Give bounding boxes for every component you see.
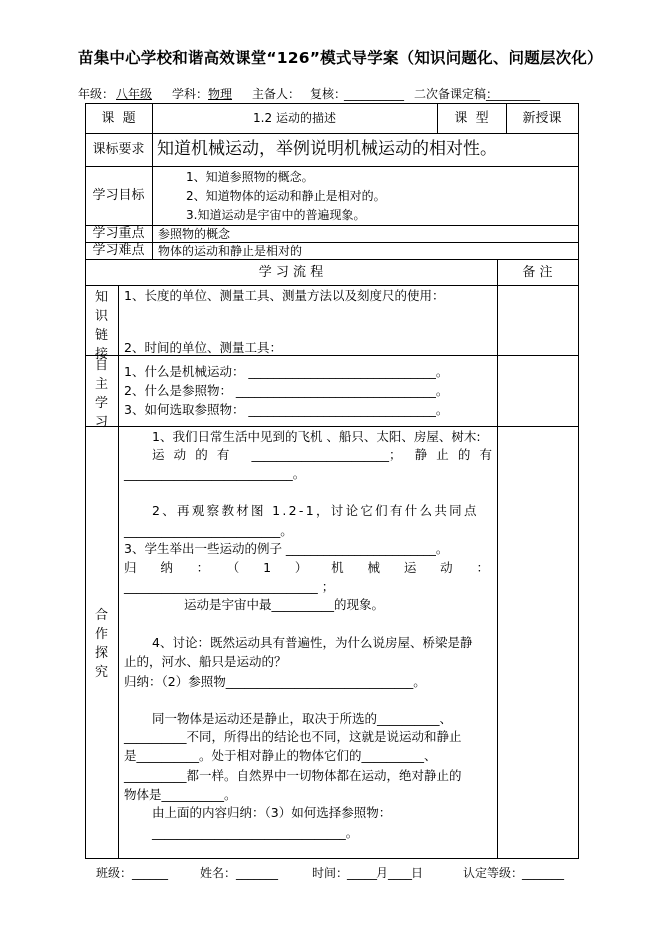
coop-line: 止的，河水、船只是运动的？ xyxy=(124,654,287,669)
coop-line[interactable]: 3、学生举出一些运动的例子 ________________________。 xyxy=(124,541,449,556)
coop-line[interactable]: 是__________。处于相对静止的物体它们的__________、 xyxy=(124,748,437,763)
class-label: 班级： xyxy=(96,866,133,880)
type-value: 新授课 xyxy=(522,110,562,126)
subject-value[interactable]: 物理 xyxy=(208,87,233,101)
coop-line: 4、讨论：既然运动具有普遍性，为什么说房屋、桥梁是静 xyxy=(152,635,473,650)
name-field[interactable]: _______ xyxy=(236,866,278,880)
review-label: 复核： xyxy=(310,87,347,101)
preparer-label: 主备人： xyxy=(252,87,301,101)
remarks-header: 备 注 xyxy=(522,264,553,280)
class-field[interactable]: ______ xyxy=(132,866,168,880)
key-label: 学习重点 xyxy=(92,226,145,241)
coop-line: 由上面的内容归纳：（3）如何选择参照物： xyxy=(152,805,392,820)
coop-line[interactable]: _______________________________。 xyxy=(152,825,359,840)
coop-line: 2、再观察教材图 1.2-1，讨论它们有什么共同点 xyxy=(152,503,479,518)
self-study-question[interactable]: 2、什么是参照物： ________________________________。 xyxy=(124,383,449,398)
goals-label: 学习目标 xyxy=(92,188,145,203)
type-label: 课 型 xyxy=(454,110,489,126)
coop-line: 归纳：（1）机械运动： xyxy=(124,560,490,575)
grade-value[interactable]: 八年级 xyxy=(116,87,153,101)
level-label: 认定等级： xyxy=(463,866,524,880)
section-label-self-study: 自主学习 xyxy=(95,358,109,430)
final-label: 二次备课定稿： xyxy=(414,87,499,101)
level-field[interactable]: _______ xyxy=(522,866,564,880)
coop-line[interactable]: __________不同，所得出的结论也不同，这就是说运动和静止 xyxy=(124,729,462,744)
goal-item: 3.知道运动是宇宙中的普遍现象。 xyxy=(186,208,366,222)
section-label-cooperation: 合作探究 xyxy=(95,608,109,680)
coop-line[interactable]: 归纳：（2）参照物______________________________。 xyxy=(124,674,426,689)
standard-value: 知道机械运动，举例说明机械运动的相对性。 xyxy=(157,139,497,159)
subject-label: 学科： xyxy=(172,87,209,101)
standard-label: 课标要求 xyxy=(92,142,145,157)
section-label-knowledge: 知识链接 xyxy=(95,290,109,362)
day-label: 日 xyxy=(411,866,424,880)
self-study-question[interactable]: 1、什么是机械运动： ______________________________。 xyxy=(124,364,449,379)
page-title: 苗集中心学校和谐高效课堂“126”模式导学案（知识问题化、问题层次化） xyxy=(78,49,603,67)
process-header: 学 习 流 程 xyxy=(258,264,324,280)
coop-line[interactable]: _______________________________ ； xyxy=(124,579,335,594)
coop-line: 1、我们日常生活中见到的飞机 、船只、太阳、房屋、树木: xyxy=(152,429,481,444)
knowledge-line: 1、长度的单位、测量工具、测量方法以及刻度尺的使用： xyxy=(124,288,445,303)
coop-line[interactable]: 物体是__________。 xyxy=(124,787,237,802)
month-field[interactable]: _____ xyxy=(347,866,377,880)
coop-line[interactable]: __________都一样。自然界中一切物体都在运动，绝对静止的 xyxy=(124,768,462,783)
month-label: 月 xyxy=(376,866,389,880)
coop-line[interactable]: _________________________。 xyxy=(124,523,293,538)
coop-line[interactable]: ___________________________。 xyxy=(124,466,306,481)
review-field[interactable]: __________ xyxy=(344,87,404,101)
topic-label: 课 题 xyxy=(101,110,136,126)
key-value: 参照物的概念 xyxy=(158,227,231,241)
difficulty-label: 学习难点 xyxy=(92,243,145,258)
coop-line[interactable]: 运动的有 ______________________； 静止的有 xyxy=(152,447,492,462)
name-label: 姓名： xyxy=(200,866,237,880)
goal-item: 2、知道物体的运动和静止是相对的。 xyxy=(186,189,386,203)
day-field[interactable]: ____ xyxy=(388,866,412,880)
grade-label: 年级： xyxy=(78,87,115,101)
goal-item: 1、知道参照物的概念。 xyxy=(186,170,314,184)
time-label: 时间： xyxy=(312,866,349,880)
knowledge-line: 2、时间的单位、测量工具： xyxy=(124,340,282,355)
coop-line[interactable]: 运动是宇宙中最__________的现象。 xyxy=(184,597,385,612)
difficulty-value: 物体的运动和静止是相对的 xyxy=(158,244,303,258)
final-field[interactable]: _________ xyxy=(486,87,540,101)
coop-line[interactable]: 同一物体是运动还是静止，取决于所选的__________、 xyxy=(152,711,453,726)
topic-value: 1.2 运动的描述 xyxy=(253,111,336,125)
self-study-question[interactable]: 3、如何选取参照物： ______________________________。 xyxy=(124,402,449,417)
